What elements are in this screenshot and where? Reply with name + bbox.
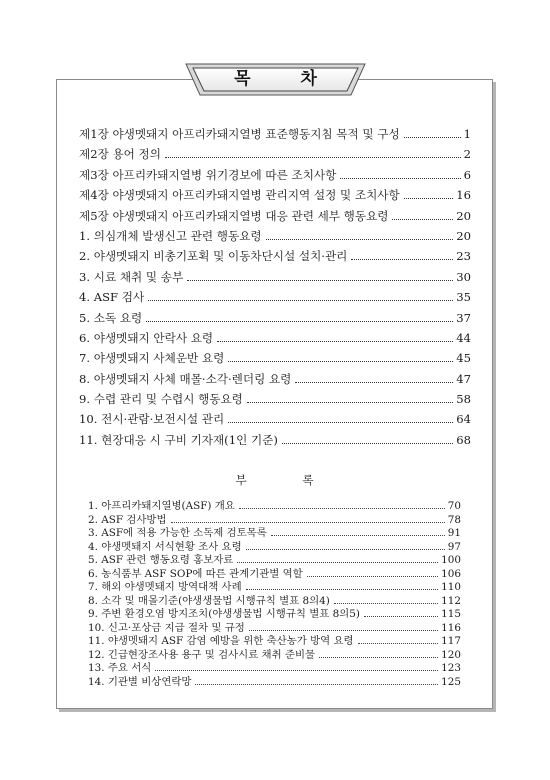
appendix-entry-label: 13. 주요 서식 — [88, 662, 152, 674]
dot-leader — [237, 562, 438, 563]
appendix-entry-label: 8. 소각 및 매몰기준(야생생물법 시행규칙 별표 8의4) — [88, 594, 330, 607]
dot-leader — [195, 684, 438, 685]
appendix-entry[interactable] — [88, 592, 461, 606]
toc-entry-page-number: 1 — [463, 127, 471, 141]
toc-entry-label: 제2장 용어 정의 — [79, 147, 161, 162]
toc-entry-label: 10. 전시·관람·보전시설 관리 — [79, 412, 225, 427]
appendix-entry[interactable] — [88, 497, 461, 511]
appendix-heading: 부 록 — [235, 473, 340, 487]
toc-entry[interactable] — [79, 391, 471, 411]
appendix-entry-label: 7. 해외 야생멧돼지 방역대책 사례 — [88, 581, 242, 593]
toc-entry[interactable] — [79, 371, 471, 391]
appendix-entry[interactable] — [88, 538, 461, 552]
appendix-entry-page-number: 125 — [441, 675, 461, 688]
toc-entry-page-number: 23 — [456, 249, 471, 264]
dot-leader — [404, 198, 454, 199]
toc-entry-page-number: 64 — [456, 412, 471, 427]
appendix-entry-page-number: 117 — [441, 635, 461, 647]
dot-leader — [307, 576, 438, 577]
toc-entry[interactable] — [79, 146, 471, 166]
appendix-entry[interactable] — [88, 632, 461, 646]
appendix-entry-label: 4. 야생멧돼지 서식현황 조사 요령 — [88, 540, 242, 553]
appendix-entry-label: 9. 주변 환경오염 방지조치(야생생물법 시행규칙 별표 8의5) — [88, 608, 360, 620]
appendix-entry[interactable] — [88, 605, 461, 619]
dot-leader — [171, 522, 445, 523]
toc-entry-page-number: 47 — [456, 371, 471, 386]
appendix-entry[interactable] — [88, 578, 461, 592]
appendix-entry[interactable] — [88, 659, 461, 673]
toc-entry[interactable] — [79, 167, 471, 187]
toc-entry[interactable] — [79, 208, 471, 228]
dot-leader — [334, 603, 438, 604]
toc-entry[interactable] — [79, 330, 471, 350]
toc-entry[interactable] — [79, 126, 471, 146]
dot-leader — [358, 643, 439, 644]
dot-leader — [282, 443, 453, 444]
toc-entry-label: 4. ASF 검사 — [79, 290, 145, 305]
chapter-list — [79, 126, 471, 452]
appendix-entry-label: 11. 야생멧돼지 ASF 감염 예방을 위한 축산농가 방역 요령 — [88, 635, 354, 647]
appendix-entry-page-number: 115 — [441, 608, 461, 620]
toc-entry[interactable] — [79, 432, 471, 452]
dot-leader — [228, 422, 453, 423]
toc-entry[interactable] — [79, 248, 471, 268]
appendix-entry[interactable] — [88, 565, 461, 579]
appendix-entry-page-number: 112 — [441, 594, 461, 607]
appendix-entry-label: 14. 기관별 비상연락망 — [88, 675, 192, 688]
appendix-entry-page-number: 100 — [441, 554, 461, 566]
toc-entry-page-number: 2 — [463, 147, 471, 162]
toc-entry-label: 8. 야생멧돼지 사체 매몰·소각·렌더링 요령 — [79, 371, 292, 386]
toc-entry-label: 제1장 야생멧돼지 아프리카돼지열병 표준행동지침 목적 및 구성 — [79, 127, 400, 141]
toc-entry-label: 1. 의심개체 발생신고 관련 행동요령 — [79, 228, 262, 243]
toc-entry[interactable] — [79, 411, 471, 431]
toc-entry-label: 7. 야생멧돼지 사체운반 요령 — [79, 351, 225, 366]
toc-entry[interactable] — [79, 289, 471, 309]
toc-entry-page-number: 6 — [463, 167, 471, 182]
toc-entry-page-number: 37 — [456, 310, 471, 325]
appendix-entry-label: 6. 농식품부 ASF SOP에 따른 관계기관별 역할 — [88, 567, 303, 580]
toc-entry-page-number: 45 — [456, 351, 471, 366]
dot-leader — [155, 670, 438, 671]
toc-entry-label: 3. 시료 채취 및 송부 — [79, 269, 184, 284]
dot-leader — [319, 657, 438, 658]
toc-entry-page-number: 30 — [456, 269, 471, 284]
toc-entry-label: 11. 현장대응 시 구비 기자재(1인 기준) — [79, 432, 278, 447]
toc-entry[interactable] — [79, 228, 471, 248]
toc-entry-page-number: 20 — [456, 228, 471, 243]
toc-entry-page-number: 68 — [456, 432, 471, 447]
toc-entry-page-number: 44 — [456, 330, 471, 345]
dot-leader — [340, 178, 460, 179]
title-banner — [185, 63, 366, 96]
appendix-entry[interactable] — [88, 646, 461, 660]
dot-leader — [239, 508, 445, 509]
toc-entry-page-number: 35 — [456, 290, 471, 305]
appendix-entry-page-number: 106 — [441, 567, 461, 580]
toc-entry[interactable] — [79, 269, 471, 289]
toc-entry-label: 제4장 야생멧돼지 아프리카돼지열병 관리지역 설정 및 조치사항 — [79, 188, 400, 203]
dot-leader — [217, 341, 453, 342]
appendix-entry[interactable] — [88, 619, 461, 633]
toc-entry-label: 9. 수렵 관리 및 수렵시 행동요령 — [79, 392, 243, 407]
toc-entry-label: 5. 소독 요령 — [79, 310, 143, 325]
page-title: 목 차 — [234, 69, 339, 89]
dot-leader — [246, 549, 445, 550]
dot-leader — [247, 402, 453, 403]
toc-entry-label: 제5장 야생멧돼지 아프리카돼지열병 대응 관련 세부 행동요령 — [79, 208, 389, 223]
appendix-entry-label: 10. 신고·포상금 지급 절차 및 규정 — [88, 621, 245, 634]
dot-leader — [295, 382, 453, 383]
appendix-entry-page-number: 97 — [447, 540, 461, 553]
appendix-entry-page-number: 116 — [441, 621, 461, 634]
dot-leader — [364, 616, 438, 617]
toc-entry-page-number: 20 — [456, 208, 471, 223]
dot-leader — [146, 321, 453, 322]
appendix-entry-label: 2. ASF 검사방법 — [88, 513, 167, 526]
dot-leader — [246, 589, 439, 590]
appendix-list — [88, 497, 461, 686]
appendix-entry-label: 3. ASF에 적용 가능한 소독제 검토목록 — [88, 527, 267, 539]
toc-entry-page-number: 58 — [456, 392, 471, 407]
dot-leader — [228, 361, 453, 362]
appendix-entry-label: 12. 긴급현장조사용 용구 및 검사시료 채취 준비물 — [88, 648, 316, 661]
appendix-entry[interactable] — [88, 511, 461, 525]
appendix-entry[interactable] — [88, 551, 461, 565]
toc-entry[interactable] — [79, 187, 471, 207]
dot-leader — [187, 280, 453, 281]
dot-leader — [392, 219, 453, 220]
appendix-entry-page-number: 110 — [441, 581, 461, 593]
dot-leader — [351, 259, 453, 260]
dot-leader — [404, 137, 461, 138]
toc-entry-label: 6. 야생멧돼지 안락사 요령 — [79, 330, 214, 345]
appendix-entry-page-number: 120 — [441, 648, 461, 661]
appendix-entry-label: 1. 아프리카돼지열병(ASF) 개요 — [88, 500, 235, 512]
appendix-entry[interactable] — [88, 673, 461, 687]
toc-entry[interactable] — [79, 350, 471, 370]
appendix-entry-page-number: 91 — [447, 527, 461, 539]
dot-leader — [249, 630, 438, 631]
toc-entry-page-number: 16 — [456, 188, 471, 203]
appendix-entry-page-number: 123 — [441, 662, 461, 674]
dot-leader — [266, 239, 454, 240]
toc-entry[interactable] — [79, 310, 471, 330]
toc-entry-label: 제3장 아프리카돼지열병 위기경보에 따른 조치사항 — [79, 167, 337, 182]
dot-leader — [165, 157, 461, 158]
appendix-entry-label: 5. ASF 관련 행동요령 홍보자료 — [88, 554, 234, 566]
toc-entry-label: 2. 야생멧돼지 비총기포획 및 이동차단시설 설치·관리 — [79, 249, 348, 264]
dot-leader — [148, 300, 453, 301]
appendix-entry[interactable] — [88, 524, 461, 538]
appendix-entry-page-number: 78 — [447, 513, 461, 526]
appendix-entry-page-number: 70 — [447, 500, 461, 512]
dot-leader — [271, 535, 445, 536]
